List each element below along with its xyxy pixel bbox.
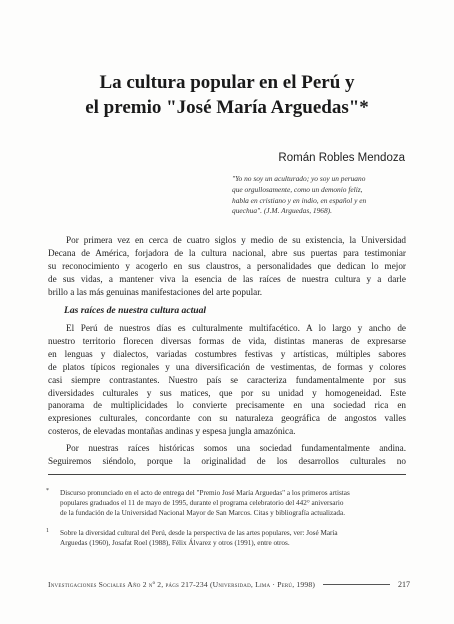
footnote-mark: * (46, 488, 49, 494)
paragraph-line: su reconocimiento y acogerlo en sus claustros, a personalidades que dedican lo mejor (48, 260, 406, 271)
title-line-2: el premio "José María Arguedas"* (85, 97, 369, 118)
paragraph-line: Decana de América, forjadora de la cultura nacional, abre sus puertas para testimoniar (48, 247, 406, 258)
epigraph-line: quechua". (J.M. Arguedas, 1968). (232, 206, 332, 216)
footnote-line: Discurso pronunciado en el acto de entrega del "Premio José María Arguedas" a los primeros artistas (60, 489, 350, 497)
footnote-line: populares graduados el 11 de mayo de 1995, durante el programa celebratorio del 442° aniversario (60, 499, 344, 508)
paragraph-line: diversidades culturales y sus matices, que por su unidad y homogeneidad. Este (48, 387, 406, 398)
paragraph-line: de platos típicos regionales y una diversificación de vestimentas, de formas y colores (48, 361, 406, 372)
footnote-asterisk (48, 488, 408, 519)
article-title (40, 70, 414, 120)
page-number: 217 (398, 580, 410, 589)
epigraph (232, 174, 407, 217)
paragraph-line: Por primera vez en cerca de cuatro siglos y medio de su existencia, la Universidad (66, 235, 406, 245)
paragraph-line: Por nuestras raíces históricas somos una sociedad fundamentalmente andina. (66, 443, 406, 453)
paragraph-roots (48, 442, 406, 468)
paragraph-line: costeros, de elevadas montañas andinas y espesa jungla amazónica. (48, 426, 296, 437)
journal-citation: Investigaciones Sociales Año 2 nº 2, págs 217-234 (Universidad, Lima · Perú, 1998) (48, 580, 316, 589)
footnote-1 (48, 528, 408, 548)
paragraph-line: Seguiremos siéndolo, porque la originalidad de los desarrollos culturales no (48, 455, 406, 466)
paragraph-line: expresiones culturales, concordante con su naturaleza geográfica de angostos valles (48, 413, 406, 424)
paragraph-line: nuestro territorio florecen diversas formas de vida, distintas maneras de expresarse (48, 335, 406, 346)
paragraph-line: brillo a las más genuinas manifestaciones del arte popular. (48, 286, 263, 297)
paragraph-line: en lenguas y dialectos, variadas costumbres festivas y artísticas, múltiples sabores (48, 348, 406, 359)
title-line-1: La cultura popular en el Perú y (99, 72, 355, 93)
epigraph-line: que orgullosamente, como un demonio feliz, (232, 184, 363, 194)
author-name: Román Robles Mendoza (278, 152, 405, 164)
paragraph-line: panorama de multiplicidades lo convierte precisamente en una sociedad rica en (48, 400, 406, 411)
paragraph-line: casi siempre contrastantes. Nuestro país se caracteriza fundamentalmente por sus (48, 374, 406, 385)
paragraph-line: de sus vidas, a mantener viva la esencia de las raíces de nuestra cultura y a darle (48, 273, 406, 284)
footnote-mark: 1 (46, 528, 49, 534)
section-heading: Las raíces de nuestra cultura actual (64, 305, 207, 316)
footnote-divider (48, 474, 406, 475)
paragraph-line: El Perú de nuestros días es culturalmente multifacético. A lo largo y ancho de (66, 323, 406, 333)
footnote-line: Arguedas (1960), Josafat Roel (1988), Félix Álvarez y otros (1991), entre otros. (60, 539, 290, 548)
footnote-line: de la fundación de la Universidad Nacional Mayor de San Marcos. Citas y bibliografía actualizada. (60, 509, 346, 518)
paragraph-intro (48, 234, 406, 299)
footer-rule (323, 584, 390, 585)
epigraph-line: habla en cristiano y en indio, en español y en (232, 195, 367, 205)
epigraph-line: "Yo no soy un aculturado; yo soy un peruano (232, 174, 366, 183)
page-footer (48, 580, 410, 589)
footnote-line: Sobre la diversidad cultural del Perú, desde la perspectiva de las artes populares, ver: José María (60, 529, 338, 537)
paragraph-diversity (48, 322, 406, 438)
